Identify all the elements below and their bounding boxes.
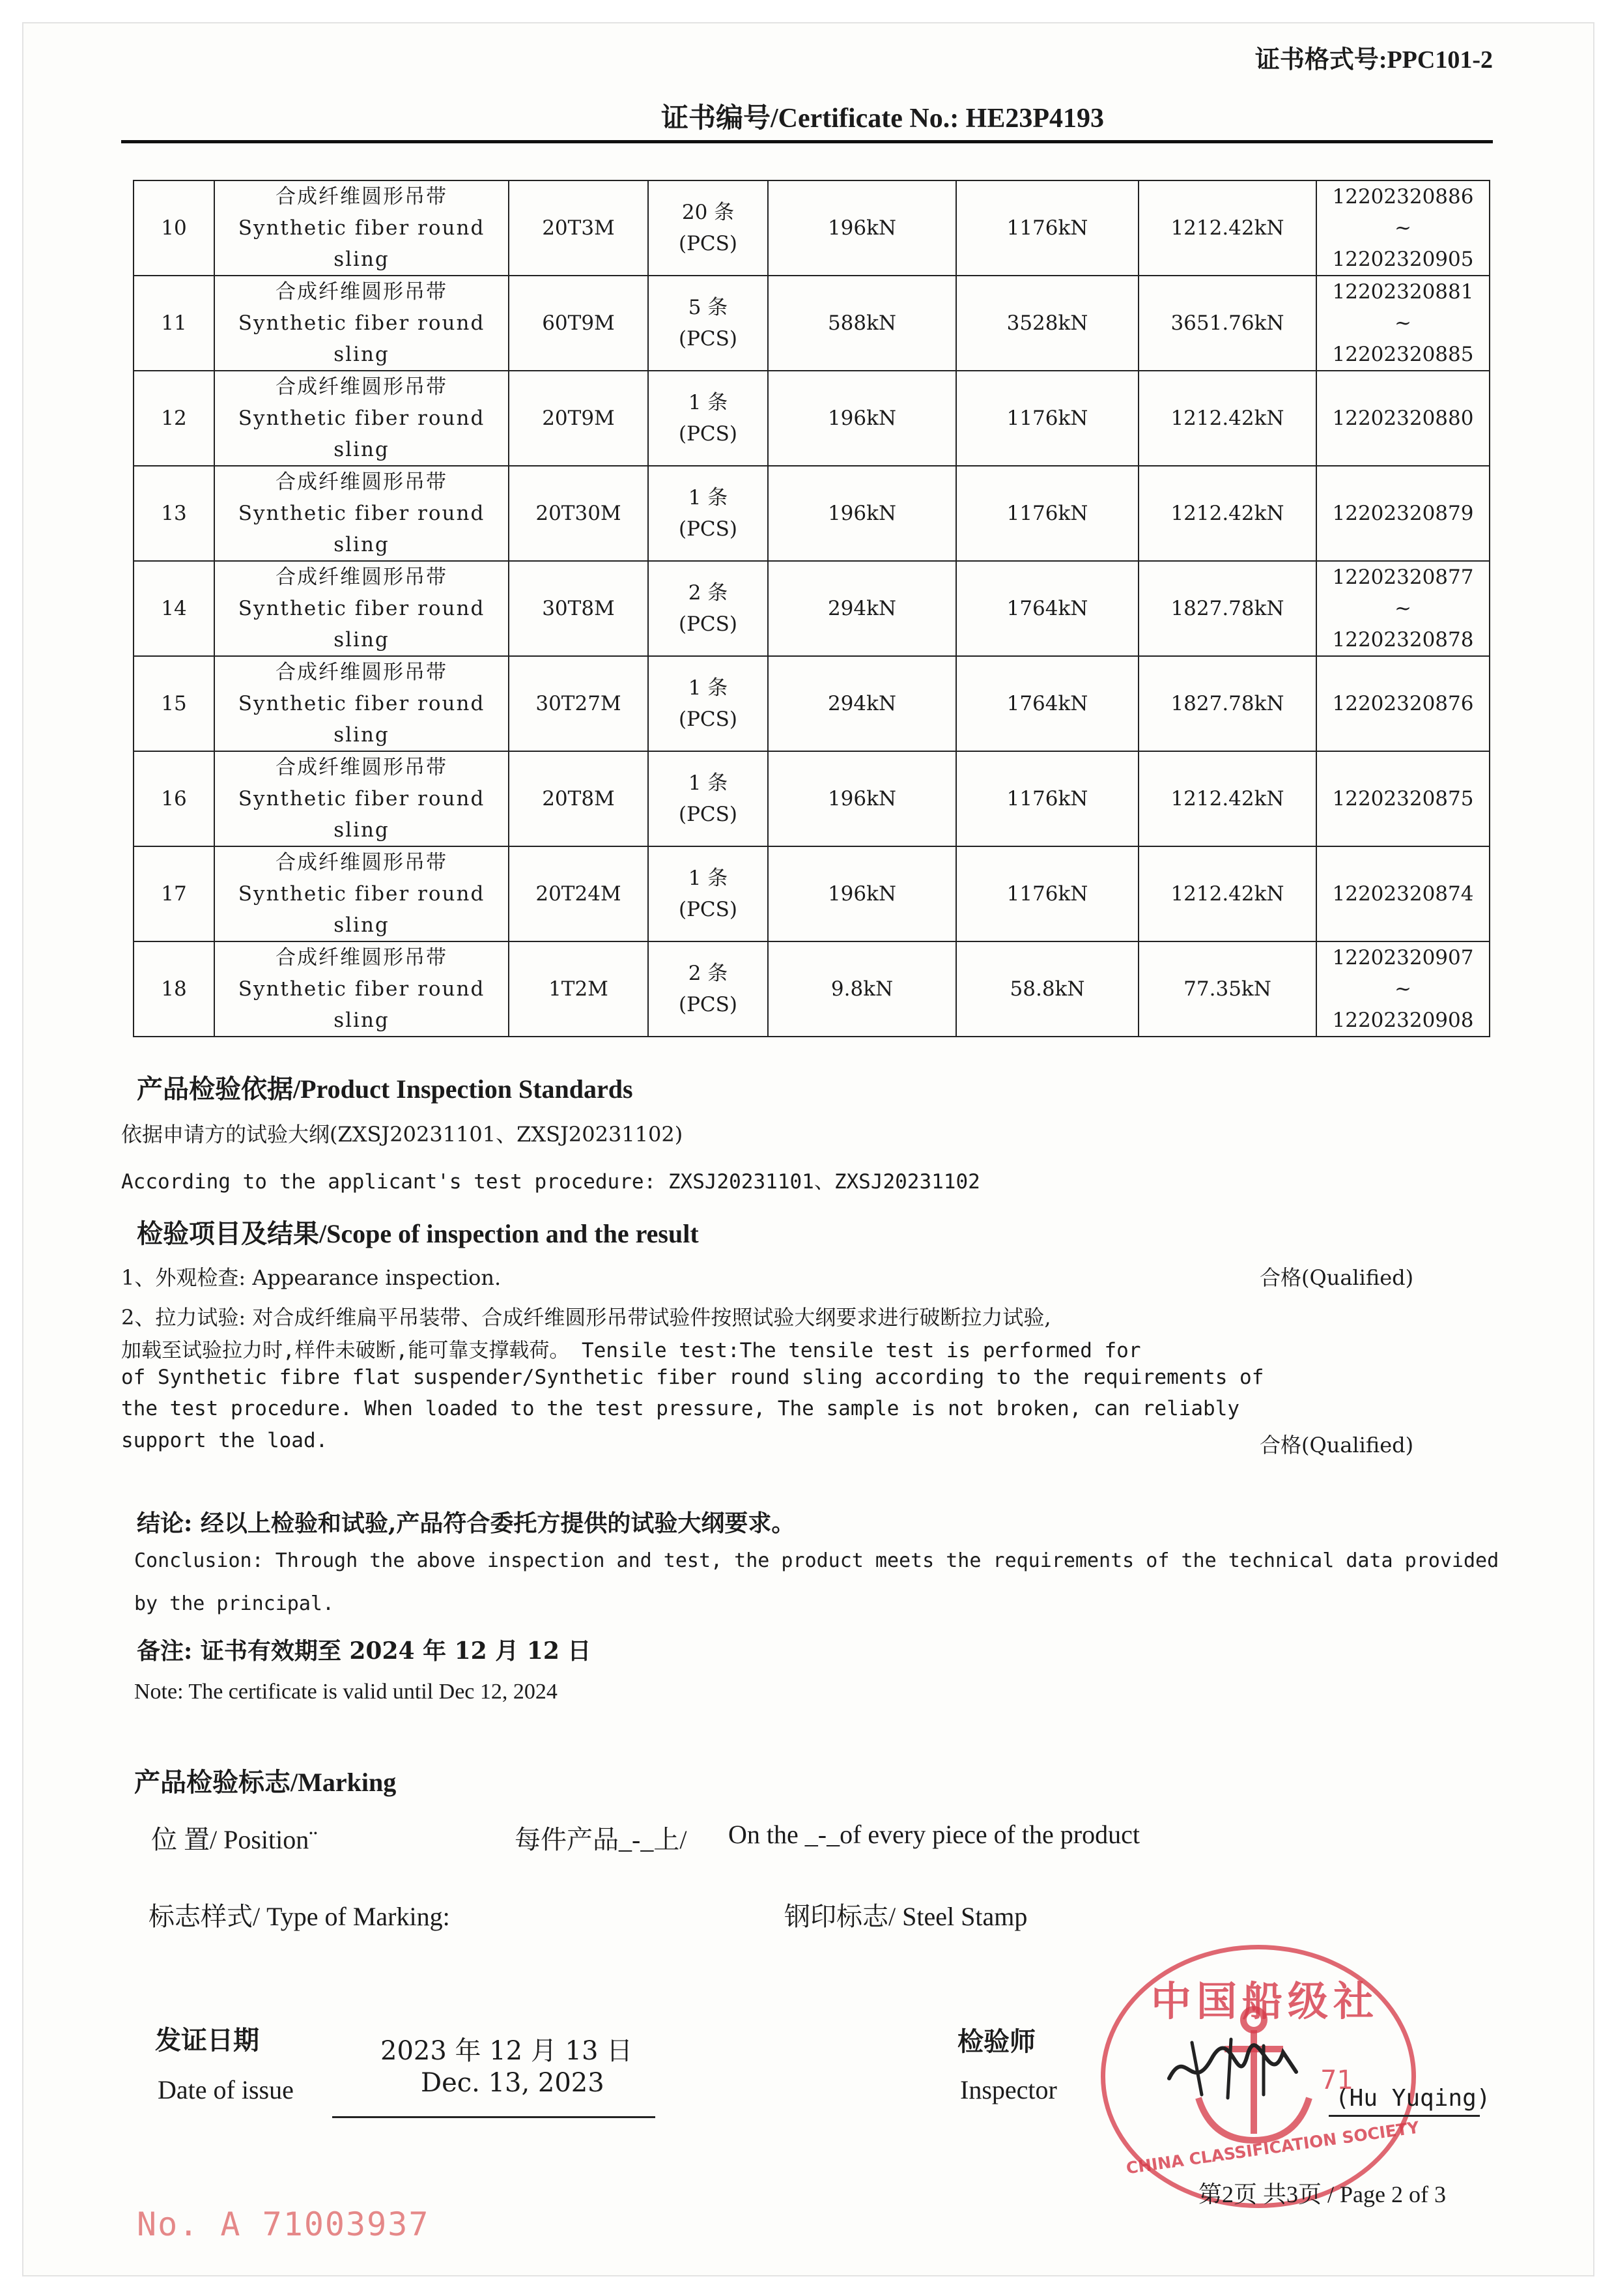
cell-product-name (214, 371, 509, 466)
cell-product-name (214, 656, 509, 751)
cell-test-load (956, 656, 1139, 751)
cell-quantity (648, 276, 768, 371)
table-row (134, 941, 1490, 1037)
cell-test-load-line: 1764kN (1006, 597, 1088, 620)
cell-test-load-line: 1176kN (1006, 882, 1088, 906)
standards-line-en: According to the applicant's test procedure: ZXSJ20231101、ZXSJ20231102 (121, 1170, 980, 1194)
cell-product-name-line: Synthetic fiber round (238, 787, 485, 811)
cell-breaking-load (1139, 751, 1316, 846)
cell-no (134, 180, 214, 276)
cell-breaking-load-line: 1212.42kN (1170, 787, 1284, 811)
seal-bottom-text: CHINA CLASSIFICATION SOCIETY (1125, 2117, 1421, 2178)
cell-quantity (648, 371, 768, 466)
cell-serial-line: 12202320874 (1332, 882, 1474, 906)
cell-product-name (214, 466, 509, 561)
cell-model (509, 941, 648, 1037)
table-row (134, 466, 1490, 561)
cell-breaking-load-line: 1212.42kN (1170, 216, 1284, 240)
cell-product-name-line: 合成纤维圆形吊带 (276, 566, 447, 589)
cell-model-line: 20T24M (535, 882, 621, 906)
cell-working-load (768, 941, 956, 1037)
cell-product-name-line: sling (333, 628, 389, 652)
cell-product-name (214, 751, 509, 846)
cell-quantity-line: (PCS) (678, 898, 737, 921)
cell-serial-line: ~ (1395, 311, 1411, 335)
cell-no-line: 16 (161, 787, 187, 811)
cell-product-name-line: Synthetic fiber round (238, 692, 485, 715)
cell-no (134, 751, 214, 846)
cell-test-load-line: 58.8kN (1010, 977, 1085, 1001)
cell-working-load-line: 196kN (827, 882, 897, 906)
cell-no (134, 276, 214, 371)
conclusion-en-line-1: Conclusion: Through the above inspection and test, the product meets the requirements of the technical data provided (134, 1549, 1499, 1572)
cell-quantity-line: 2 条 (688, 581, 728, 605)
cell-serial (1316, 276, 1490, 371)
cell-quantity-line: 1 条 (688, 771, 728, 795)
cell-product-name-line: Synthetic fiber round (238, 407, 485, 430)
cell-model (509, 180, 648, 276)
cell-serial (1316, 656, 1490, 751)
cell-product-name-line: Synthetic fiber round (238, 311, 485, 335)
cell-model-line: 30T27M (535, 692, 621, 715)
cell-no (134, 656, 214, 751)
cell-model (509, 846, 648, 941)
cell-serial-line: 12202320881 (1332, 280, 1474, 304)
cell-working-load-line: 9.8kN (830, 977, 894, 1001)
cell-breaking-load-line: 1827.78kN (1170, 597, 1284, 620)
cell-serial-line: ~ (1395, 597, 1411, 620)
cell-test-load-line: 1764kN (1006, 692, 1088, 715)
cell-working-load (768, 751, 956, 846)
date-label-en: Date of issue (158, 2075, 294, 2104)
cell-product-name-line: 合成纤维圆形吊带 (276, 661, 447, 684)
cell-serial (1316, 466, 1490, 561)
cell-serial-line: 12202320885 (1332, 343, 1474, 366)
table-row (134, 371, 1490, 466)
cell-quantity (648, 466, 768, 561)
cell-product-name-line: sling (333, 1009, 389, 1032)
cell-working-load (768, 846, 956, 941)
page-number: 第2页 共3页 / Page 2 of 3 (1198, 2181, 1446, 2207)
cell-working-load (768, 656, 956, 751)
cell-serial-line: 12202320876 (1332, 692, 1474, 715)
cell-no-line: 17 (161, 882, 187, 906)
cell-no-line: 14 (161, 597, 187, 620)
product-table (133, 180, 1490, 1037)
cell-product-name-line: Synthetic fiber round (238, 502, 485, 525)
scope-item-2-line-2: 加载至试验拉力时,样件未破断,能可靠支撑载荷。 Tensile test:The tensile test is performed for (121, 1339, 1141, 1362)
cell-breaking-load (1139, 466, 1316, 561)
cell-test-load-line: 1176kN (1006, 502, 1088, 525)
certificate-serial: No. A 71003937 (137, 2205, 430, 2243)
cell-serial-line: ~ (1395, 977, 1411, 1001)
cell-serial-line: 12202320905 (1332, 248, 1474, 271)
cell-quantity-line: 2 条 (688, 962, 728, 985)
cell-model-line: 1T2M (548, 977, 608, 1001)
marking-heading: 产品检验标志/Marking (134, 1768, 397, 1797)
cell-quantity-line: (PCS) (678, 803, 737, 826)
cell-serial-line: ~ (1395, 216, 1411, 240)
cell-serial (1316, 561, 1490, 656)
cell-quantity-line: 1 条 (688, 486, 728, 509)
cell-breaking-load (1139, 656, 1316, 751)
date-underline (332, 2116, 655, 2118)
table-row (134, 846, 1490, 941)
cell-working-load-line: 196kN (827, 407, 897, 430)
cell-product-name-line: sling (333, 248, 389, 271)
cell-test-load-line: 3528kN (1006, 311, 1088, 335)
cell-product-name (214, 941, 509, 1037)
table-row (134, 180, 1490, 276)
cell-breaking-load (1139, 561, 1316, 656)
cell-serial-line: 12202320877 (1332, 566, 1474, 589)
cell-no-line: 12 (161, 407, 187, 430)
cell-serial (1316, 371, 1490, 466)
cell-serial (1316, 846, 1490, 941)
cell-quantity-line: (PCS) (678, 517, 737, 541)
inspector-underline (1329, 2115, 1480, 2117)
cell-breaking-load-line: 1212.42kN (1170, 407, 1284, 430)
cell-breaking-load-line: 1212.42kN (1170, 502, 1284, 525)
inspector-label-cn: 检验师 (957, 2026, 1036, 2057)
cell-breaking-load (1139, 180, 1316, 276)
scope-item-2-line-4: the test procedure. When loaded to the test pressure, The sample is not broken, can reliably (121, 1397, 1240, 1420)
marking-position-en: On the _-_of every piece of the product (728, 1820, 1140, 1849)
cell-no (134, 466, 214, 561)
cell-product-name-line: 合成纤维圆形吊带 (276, 185, 447, 208)
cell-product-name-line: Synthetic fiber round (238, 882, 485, 906)
conclusion-en-line-2: by the principal. (134, 1592, 335, 1615)
cell-serial-line: 12202320886 (1332, 185, 1474, 208)
cell-model (509, 656, 648, 751)
cell-serial (1316, 180, 1490, 276)
cell-product-name-line: 合成纤维圆形吊带 (276, 470, 447, 494)
cell-product-name-line: Synthetic fiber round (238, 216, 485, 240)
scope-item-2-result: 合格(Qualified) (1260, 1433, 1414, 1457)
cell-working-load-line: 588kN (827, 311, 897, 335)
cell-serial-line: 12202320908 (1332, 1009, 1474, 1032)
cell-model (509, 466, 648, 561)
seal-top-text: 中国船级社 (1151, 1977, 1380, 2025)
scope-item-1: 1、外观检查: Appearance inspection. (121, 1265, 502, 1290)
cell-breaking-load (1139, 371, 1316, 466)
cell-model-line: 20T9M (542, 407, 615, 430)
cell-working-load-line: 294kN (827, 597, 897, 620)
cell-breaking-load-line: 77.35kN (1183, 977, 1271, 1001)
cell-working-load (768, 371, 956, 466)
seal-number: 71 (1320, 2065, 1353, 2095)
cell-working-load (768, 180, 956, 276)
cell-no (134, 846, 214, 941)
cell-breaking-load-line: 3651.76kN (1170, 311, 1284, 335)
cell-test-load-line: 1176kN (1006, 216, 1088, 240)
cell-product-name-line: sling (333, 818, 389, 842)
cell-quantity-line: 5 条 (688, 296, 728, 319)
marking-type-label: 标志样式/ Type of Marking: (149, 1902, 450, 1931)
cell-working-load-line: 196kN (827, 787, 897, 811)
cell-serial (1316, 941, 1490, 1037)
cell-product-name-line: sling (333, 343, 389, 366)
cell-no-line: 11 (161, 311, 187, 335)
cell-product-name (214, 846, 509, 941)
cell-test-load (956, 751, 1139, 846)
cell-product-name (214, 180, 509, 276)
cell-breaking-load (1139, 846, 1316, 941)
cell-model (509, 751, 648, 846)
cell-product-name-line: sling (333, 438, 389, 461)
cell-product-name-line: 合成纤维圆形吊带 (276, 280, 447, 304)
cell-no-line: 10 (161, 216, 187, 240)
cell-product-name-line: 合成纤维圆形吊带 (276, 756, 447, 779)
cell-serial (1316, 751, 1490, 846)
cell-product-name (214, 276, 509, 371)
cell-test-load-line: 1176kN (1006, 407, 1088, 430)
inspector-signature (1166, 2033, 1303, 2104)
cell-test-load (956, 561, 1139, 656)
cell-quantity (648, 751, 768, 846)
scope-item-2-line-3: of Synthetic fibre flat suspender/Synthetic fiber round sling according to the requirements of (121, 1366, 1264, 1389)
cell-working-load (768, 466, 956, 561)
cell-quantity-line: (PCS) (678, 327, 737, 351)
marking-position-cn: 每件产品_-_上/ (515, 1825, 687, 1854)
remark-en: Note: The certificate is valid until Dec 12, 2024 (134, 1680, 558, 1704)
form-number: 证书格式号:PPC101-2 (1254, 46, 1493, 74)
scope-heading: 检验项目及结果/Scope of inspection and the result (137, 1219, 699, 1248)
cell-quantity-line: 20 条 (681, 201, 735, 224)
cell-test-load (956, 941, 1139, 1037)
marking-type-value: 钢印标志/ Steel Stamp (784, 1902, 1028, 1931)
scope-item-2-line-5: support the load. (121, 1429, 328, 1452)
header-rule (121, 140, 1493, 143)
cell-model-line: 20T3M (542, 216, 615, 240)
scope-item-2-line-1: 2、拉力试验: 对合成纤维扁平吊装带、合成纤维圆形吊带试验件按照试验大纲要求进行破断拉力试验, (121, 1305, 1051, 1330)
table-row (134, 276, 1490, 371)
cell-serial-line: 12202320878 (1332, 628, 1474, 652)
cell-product-name-line: 合成纤维圆形吊带 (276, 375, 447, 399)
cell-quantity-line: (PCS) (678, 612, 737, 636)
cell-test-load (956, 846, 1139, 941)
cell-quantity (648, 656, 768, 751)
cell-serial-line: 12202320880 (1332, 407, 1474, 430)
cell-product-name-line: Synthetic fiber round (238, 597, 485, 620)
cell-product-name-line: 合成纤维圆形吊带 (276, 851, 447, 874)
cell-serial-line: 12202320879 (1332, 502, 1474, 525)
cell-quantity-line: 1 条 (688, 867, 728, 890)
cell-breaking-load-line: 1827.78kN (1170, 692, 1284, 715)
cell-quantity-line: 1 条 (688, 676, 728, 700)
table-row (134, 656, 1490, 751)
table-row (134, 561, 1490, 656)
inspector-name: (Hu Yuqing) (1335, 2085, 1491, 2112)
scope-item-1-result: 合格(Qualified) (1260, 1265, 1414, 1290)
issue-date-cn: 2023 年 12 月 13 日 (380, 2036, 633, 2066)
cell-no (134, 941, 214, 1037)
inspector-label-en: Inspector (960, 2075, 1057, 2104)
cell-model (509, 276, 648, 371)
cell-model (509, 561, 648, 656)
cell-quantity-line: (PCS) (678, 708, 737, 731)
cell-product-name-line: sling (333, 533, 389, 556)
cell-breaking-load (1139, 941, 1316, 1037)
cell-model-line: 60T9M (542, 311, 615, 335)
cell-quantity-line: (PCS) (678, 993, 737, 1016)
cell-product-name-line: sling (333, 723, 389, 747)
marking-position-label: 位 置/ Position¨ (151, 1825, 318, 1854)
cell-product-name-line: 合成纤维圆形吊带 (276, 946, 447, 969)
cell-serial-line: 12202320907 (1332, 946, 1474, 969)
certificate-number: 证书编号/Certificate No.: HE23P4193 (661, 104, 1105, 134)
cell-working-load-line: 196kN (827, 502, 897, 525)
cell-working-load-line: 196kN (827, 216, 897, 240)
standards-line-cn: 依据申请方的试验大纲(ZXSJ20231101、ZXSJ20231102) (121, 1122, 683, 1147)
cell-product-name-line: sling (333, 913, 389, 937)
cell-working-load (768, 561, 956, 656)
cell-test-load (956, 371, 1139, 466)
cell-product-name (214, 561, 509, 656)
cell-quantity (648, 846, 768, 941)
cell-model-line: 30T8M (542, 597, 615, 620)
cell-model (509, 371, 648, 466)
cell-quantity (648, 180, 768, 276)
cell-quantity-line: (PCS) (678, 232, 737, 255)
cell-test-load (956, 276, 1139, 371)
cell-test-load (956, 466, 1139, 561)
cell-quantity-line: (PCS) (678, 422, 737, 446)
cell-no (134, 561, 214, 656)
cell-no (134, 371, 214, 466)
cell-model-line: 20T30M (535, 502, 621, 525)
cell-serial-line: 12202320875 (1332, 787, 1474, 811)
cell-product-name-line: Synthetic fiber round (238, 977, 485, 1001)
cell-breaking-load-line: 1212.42kN (1170, 882, 1284, 906)
cell-test-load (956, 180, 1139, 276)
cell-working-load-line: 294kN (827, 692, 897, 715)
cell-no-line: 15 (161, 692, 187, 715)
cell-no-line: 18 (161, 977, 187, 1001)
cell-quantity (648, 561, 768, 656)
cell-working-load (768, 276, 956, 371)
cell-quantity (648, 941, 768, 1037)
table-row (134, 751, 1490, 846)
issue-date-en: Dec. 13, 2023 (421, 2068, 604, 2098)
cell-quantity-line: 1 条 (688, 391, 728, 414)
cell-no-line: 13 (161, 502, 187, 525)
remark-cn: 备注: 证书有效期至 2024 年 12 月 12 日 (137, 1637, 591, 1665)
date-label-cn: 发证日期 (155, 2025, 259, 2056)
cell-test-load-line: 1176kN (1006, 787, 1088, 811)
cell-model-line: 20T8M (542, 787, 615, 811)
conclusion-cn: 结论: 经以上检验和试验,产品符合委托方提供的试验大纲要求。 (137, 1510, 795, 1537)
cell-breaking-load (1139, 276, 1316, 371)
standards-heading: 产品检验依据/Product Inspection Standards (137, 1074, 633, 1104)
